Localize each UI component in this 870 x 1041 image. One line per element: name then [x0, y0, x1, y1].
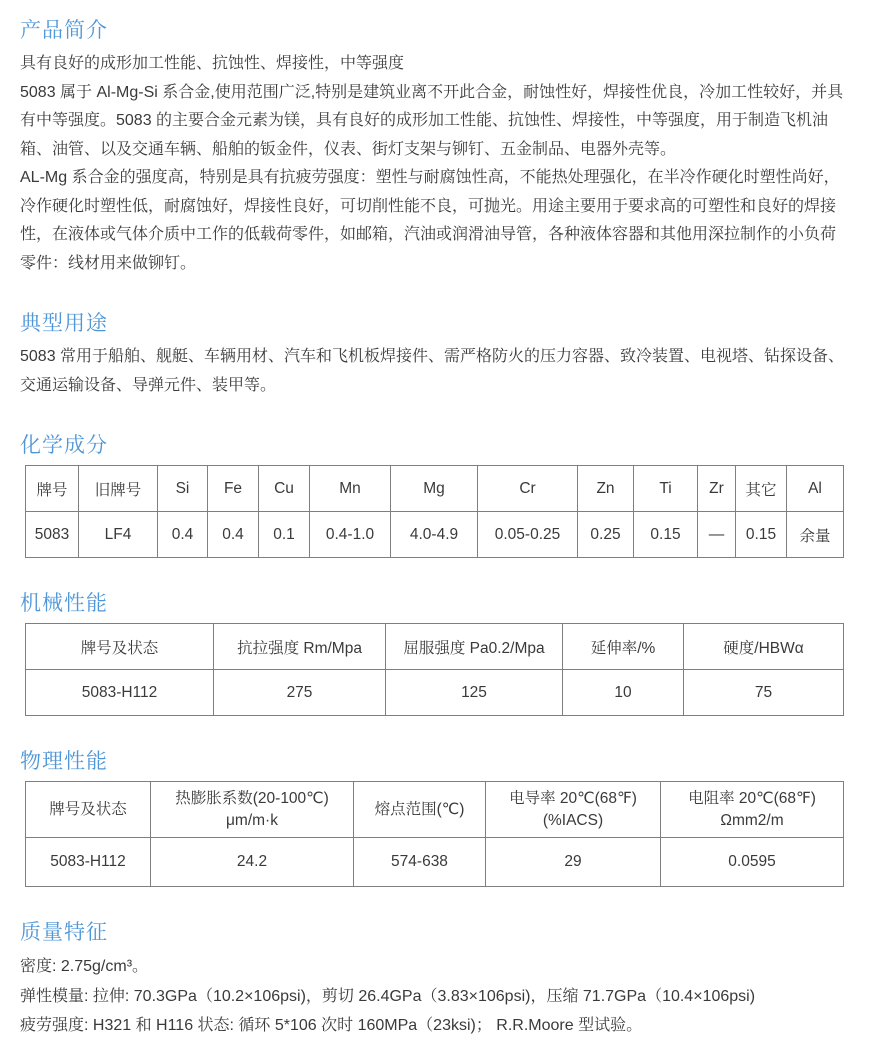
- uses-paragraph: 5083 常用于船舶、舰艇、车辆用材、汽车和飞机板焊接件、需严格防火的压力容器、致冷装置、电视塔、钻探设备、交通运输设备、导弹元件、装甲等。: [20, 348, 845, 394]
- chem-data-cell: 0.1: [259, 512, 310, 558]
- mech-header-cell: 硬度/HBWα: [684, 624, 844, 670]
- mech-data-cell: 10: [563, 670, 684, 716]
- phys-header-unit: Ωmm2/m: [720, 811, 784, 829]
- section-title-chemistry: 化学成分: [20, 433, 108, 457]
- quality-elastic-modulus-line: 弹性模量: 拉伸: 70.3GPa（10.2×106psi)，剪切 26.4GPa（3.83×106psi)，压缩 71.7GPa（10.4×106psi): [20, 987, 756, 1005]
- chem-data-cell: 0.4: [158, 512, 208, 558]
- phys-header-cell: [151, 782, 354, 838]
- chem-header-cell: Zr: [698, 466, 736, 512]
- phys-header-cell: [661, 782, 844, 838]
- chem-data-cell: 0.05-0.25: [478, 512, 578, 558]
- chem-data-cell: 余量: [787, 512, 844, 558]
- mech-header-cell: 延伸率/%: [563, 624, 684, 670]
- quality-fatigue-strength-line: 疲劳强度: H321 和 H116 状态: 循环 5*106 次时 160MPa（23ksi)； R.R.Moore 型试验。: [20, 1017, 643, 1034]
- physical-data-row: [26, 838, 844, 887]
- mech-data-cell: 275: [214, 670, 386, 716]
- section-title-quality: 质量特征: [20, 920, 108, 944]
- chem-header-cell: Zn: [578, 466, 634, 512]
- phys-header-unit: μm/m·k: [226, 811, 278, 829]
- phys-data-cell: 0.0595: [661, 838, 844, 887]
- chem-header-cell: Al: [787, 466, 844, 512]
- chem-header-cell: Mg: [391, 466, 478, 512]
- phys-header-unit: (%IACS): [542, 811, 604, 829]
- quality-density-line: 密度: 2.75g/cm³。: [20, 958, 149, 975]
- mech-data-cell: 125: [386, 670, 563, 716]
- phys-header-cell: [26, 782, 151, 838]
- chem-header-cell: Ti: [634, 466, 698, 512]
- intro-paragraph-3: AL-Mg 系合金的强度高，特别是具有抗疲劳强度：塑性与耐腐蚀性高，不能热处理强化，在半冷作硬化时塑性尚好，冷作硬化时塑性低，耐腐蚀好，焊接性良好，可切削性能不良，可抛光。用途主要用于要求高的可塑性和良好的焊接性，在液体或气体介质中工作的低载荷零件，如邮箱，汽油或润滑油导管，各种液体容器和其他用深拉制作的小负荷零件：线材用来做铆钉。: [20, 169, 840, 272]
- chem-data-cell: 0.15: [634, 512, 698, 558]
- chemistry-header-row: [26, 466, 844, 512]
- chem-data-cell: 0.25: [578, 512, 634, 558]
- mech-data-cell: 5083-H112: [26, 670, 214, 716]
- chem-data-cell: LF4: [79, 512, 158, 558]
- chem-data-cell: 4.0-4.9: [391, 512, 478, 558]
- chem-header-cell: Mn: [310, 466, 391, 512]
- phys-data-cell: 574-638: [354, 838, 486, 887]
- phys-data-cell: 24.2: [151, 838, 354, 887]
- mechanical-table: [25, 623, 844, 716]
- chem-header-cell: 旧牌号: [79, 466, 158, 512]
- intro-paragraph-2: 5083 属于 Al-Mg-Si 系合金,使用范围广泛,特别是建筑业离不开此合金，耐蚀性好，焊接性优良，冷加工性较好，并具有中等强度。5083 的主要合金元素为镁，具有良好的成形加工性能、抗蚀性、焊接性，中等强度，用于制造飞机油箱、油管、以及交通车辆、船舶的钣金件，仪表、街灯支架与铆钉、五金制品、电器外壳等。: [20, 83, 844, 158]
- chem-header-cell: Fe: [208, 466, 259, 512]
- mechanical-header-row: [26, 624, 844, 670]
- mech-header-cell: 屈服强度 Pa0.2/Mpa: [386, 624, 563, 670]
- chemistry-table: [25, 465, 844, 558]
- chem-header-cell: Cr: [478, 466, 578, 512]
- chem-data-cell: —: [698, 512, 736, 558]
- chem-header-cell: Si: [158, 466, 208, 512]
- mechanical-data-row: [26, 670, 844, 716]
- phys-header-text: 热膨胀系数(20-100℃): [175, 789, 329, 807]
- intro-paragraph-1: 具有良好的成形加工性能、抗蚀性、焊接性，中等强度: [20, 55, 405, 72]
- phys-header-cell: [486, 782, 661, 838]
- physical-header-row: [26, 782, 844, 838]
- chem-data-cell: 0.4: [208, 512, 259, 558]
- phys-header-text: 电导率 20℃(68℉): [509, 789, 637, 807]
- chem-header-cell: 其它: [736, 466, 787, 512]
- section-title-intro: 产品简介: [20, 18, 108, 42]
- phys-header-cell: [354, 782, 486, 838]
- phys-data-cell: 29: [486, 838, 661, 887]
- mech-header-cell: 牌号及状态: [26, 624, 214, 670]
- phys-header-text: 熔点范围(℃): [374, 800, 465, 818]
- section-title-physical: 物理性能: [20, 749, 108, 773]
- chem-header-cell: Cu: [259, 466, 310, 512]
- chem-data-cell: 0.15: [736, 512, 787, 558]
- chemistry-data-row: [26, 512, 844, 558]
- chem-header-cell: 牌号: [26, 466, 79, 512]
- section-title-uses: 典型用途: [20, 311, 108, 335]
- chem-data-cell: 0.4-1.0: [310, 512, 391, 558]
- mech-data-cell: 75: [684, 670, 844, 716]
- phys-header-text: 牌号及状态: [49, 800, 127, 818]
- phys-data-cell: 5083-H112: [26, 838, 151, 887]
- phys-header-text: 电阻率 20℃(68℉): [688, 789, 816, 807]
- section-title-mechanical: 机械性能: [20, 591, 108, 615]
- chem-data-cell: 5083: [26, 512, 79, 558]
- physical-table: [25, 781, 844, 887]
- mech-header-cell: 抗拉强度 Rm/Mpa: [214, 624, 386, 670]
